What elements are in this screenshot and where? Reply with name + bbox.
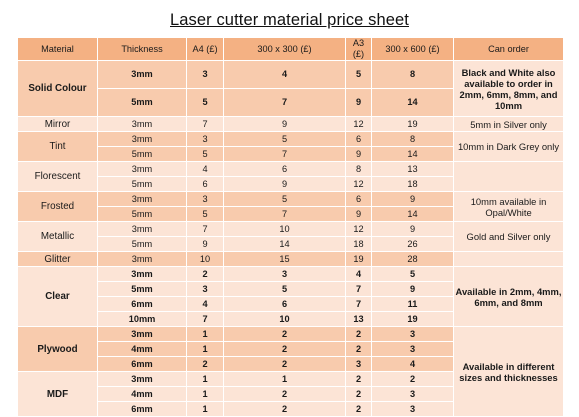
300x600-price: 4	[372, 357, 454, 372]
a3-price: 3	[346, 357, 372, 372]
300x600-price: 11	[372, 297, 454, 312]
can-order-note	[454, 162, 564, 192]
thickness-cell: 3mm	[98, 132, 187, 147]
a4-price: 5	[187, 207, 224, 222]
a3-price: 12	[346, 117, 372, 132]
300x600-price: 19	[372, 117, 454, 132]
300x600-price: 3	[372, 327, 454, 342]
a4-price: 7	[187, 222, 224, 237]
300x300-price: 2	[224, 357, 346, 372]
a3-price: 8	[346, 162, 372, 177]
thickness-cell: 3mm	[98, 267, 187, 282]
300x300-price: 6	[224, 162, 346, 177]
thickness-cell: 5mm	[98, 237, 187, 252]
material-name: Clear	[18, 267, 98, 327]
header-300x600: 300 x 600 (£)	[372, 38, 454, 61]
material-name: Mirror	[18, 117, 98, 132]
a4-price: 3	[187, 61, 224, 89]
thickness-cell: 3mm	[98, 61, 187, 89]
material-name: Glitter	[18, 252, 98, 267]
can-order-note: 10mm in Dark Grey only	[454, 132, 564, 162]
can-order-note: 10mm available in Opal/White	[454, 192, 564, 222]
300x300-price: 5	[224, 132, 346, 147]
a3-price: 6	[346, 132, 372, 147]
thickness-cell: 4mm	[98, 342, 187, 357]
300x300-price: 1	[224, 372, 346, 387]
thickness-cell: 3mm	[98, 162, 187, 177]
thickness-cell: 6mm	[98, 357, 187, 372]
thickness-cell: 10mm	[98, 312, 187, 327]
a3-price: 2	[346, 372, 372, 387]
a4-price: 1	[187, 387, 224, 402]
table-body	[18, 61, 564, 417]
300x600-price: 18	[372, 177, 454, 192]
300x300-price: 10	[224, 222, 346, 237]
table-row	[18, 252, 564, 267]
a3-price: 2	[346, 342, 372, 357]
300x600-price: 9	[372, 192, 454, 207]
300x300-price: 3	[224, 267, 346, 282]
thickness-cell: 5mm	[98, 207, 187, 222]
a3-price: 9	[346, 147, 372, 162]
a3-price: 13	[346, 312, 372, 327]
300x600-price: 14	[372, 207, 454, 222]
sheet-title: Laser cutter material price sheet	[170, 11, 409, 29]
thickness-cell: 3mm	[98, 327, 187, 342]
300x600-price: 13	[372, 162, 454, 177]
table-row	[18, 132, 564, 147]
thickness-cell: 4mm	[98, 387, 187, 402]
300x600-price: 3	[372, 387, 454, 402]
a3-price: 18	[346, 237, 372, 252]
300x300-price: 2	[224, 387, 346, 402]
300x600-price: 14	[372, 147, 454, 162]
300x300-price: 2	[224, 342, 346, 357]
300x300-price: 2	[224, 402, 346, 417]
material-name: Metallic	[18, 222, 98, 252]
table-row	[18, 192, 564, 207]
300x600-price: 28	[372, 252, 454, 267]
a3-price: 12	[346, 177, 372, 192]
300x600-price: 9	[372, 282, 454, 297]
header-thickness: Thickness	[98, 38, 187, 61]
thickness-cell: 3mm	[98, 222, 187, 237]
300x300-price: 9	[224, 117, 346, 132]
300x600-price: 26	[372, 237, 454, 252]
can-order-note: Gold and Silver only	[454, 222, 564, 252]
a4-price: 3	[187, 282, 224, 297]
300x300-price: 7	[224, 89, 346, 117]
thickness-cell: 5mm	[98, 89, 187, 117]
a3-price: 4	[346, 267, 372, 282]
a4-price: 1	[187, 372, 224, 387]
a3-price: 5	[346, 61, 372, 89]
300x300-price: 7	[224, 207, 346, 222]
a4-price: 7	[187, 312, 224, 327]
material-name: MDF	[18, 372, 98, 417]
table-row	[18, 61, 564, 89]
300x600-price: 19	[372, 312, 454, 327]
300x300-price: 14	[224, 237, 346, 252]
a4-price: 1	[187, 342, 224, 357]
300x300-price: 15	[224, 252, 346, 267]
a3-price: 9	[346, 89, 372, 117]
a4-price: 4	[187, 162, 224, 177]
material-name: Florescent	[18, 162, 98, 192]
a3-price: 7	[346, 297, 372, 312]
a3-price: 19	[346, 252, 372, 267]
table-row	[18, 117, 564, 132]
table-row	[18, 222, 564, 237]
thickness-cell: 5mm	[98, 177, 187, 192]
a4-price: 10	[187, 252, 224, 267]
a4-price: 9	[187, 237, 224, 252]
a3-price: 2	[346, 387, 372, 402]
thickness-cell: 5mm	[98, 147, 187, 162]
table-row	[18, 327, 564, 342]
300x300-price: 7	[224, 147, 346, 162]
can-order-note: Available in different sizes and thicknesses	[454, 327, 564, 417]
a3-price: 2	[346, 402, 372, 417]
300x600-price: 9	[372, 222, 454, 237]
thickness-cell: 6mm	[98, 402, 187, 417]
a3-price: 2	[346, 327, 372, 342]
300x300-price: 10	[224, 312, 346, 327]
a4-price: 3	[187, 132, 224, 147]
a4-price: 4	[187, 297, 224, 312]
header-can-order: Can order	[454, 38, 564, 61]
can-order-note	[454, 252, 564, 267]
a4-price: 5	[187, 89, 224, 117]
can-order-note: Available in 2mm, 4mm, 6mm, and 8mm	[454, 267, 564, 327]
can-order-note: Black and White also available to order in 2mm, 6mm, 8mm, and 10mm	[454, 61, 564, 117]
a3-price: 7	[346, 282, 372, 297]
can-order-note: 5mm in Silver only	[454, 117, 564, 132]
table-row	[18, 162, 564, 177]
a4-price: 3	[187, 192, 224, 207]
300x600-price: 3	[372, 402, 454, 417]
material-name: Plywood	[18, 327, 98, 372]
300x600-price: 8	[372, 61, 454, 89]
thickness-cell: 3mm	[98, 117, 187, 132]
material-name: Solid Colour	[18, 61, 98, 117]
a4-price: 1	[187, 327, 224, 342]
300x600-price: 8	[372, 132, 454, 147]
table-row	[18, 267, 564, 282]
header-300x300: 300 x 300 (£)	[224, 38, 346, 61]
a3-price: 9	[346, 207, 372, 222]
price-table	[17, 37, 564, 417]
a4-price: 5	[187, 147, 224, 162]
thickness-cell: 3mm	[98, 192, 187, 207]
300x300-price: 9	[224, 177, 346, 192]
thickness-cell: 5mm	[98, 282, 187, 297]
a3-price: 6	[346, 192, 372, 207]
a4-price: 2	[187, 267, 224, 282]
a4-price: 2	[187, 357, 224, 372]
a3-price: 12	[346, 222, 372, 237]
thickness-cell: 6mm	[98, 297, 187, 312]
300x300-price: 6	[224, 297, 346, 312]
300x300-price: 4	[224, 61, 346, 89]
a4-price: 6	[187, 177, 224, 192]
header-material: Material	[18, 38, 98, 61]
thickness-cell: 3mm	[98, 372, 187, 387]
a4-price: 7	[187, 117, 224, 132]
300x600-price: 3	[372, 342, 454, 357]
material-name: Tint	[18, 132, 98, 162]
header-a4: A4 (£)	[187, 38, 224, 61]
300x300-price: 5	[224, 282, 346, 297]
header-row	[18, 38, 564, 61]
300x600-price: 14	[372, 89, 454, 117]
300x300-price: 5	[224, 192, 346, 207]
300x600-price: 2	[372, 372, 454, 387]
material-name: Frosted	[18, 192, 98, 222]
300x300-price: 2	[224, 327, 346, 342]
header-a3: A3 (£)	[346, 38, 372, 61]
300x600-price: 5	[372, 267, 454, 282]
thickness-cell: 3mm	[98, 252, 187, 267]
a4-price: 1	[187, 402, 224, 417]
